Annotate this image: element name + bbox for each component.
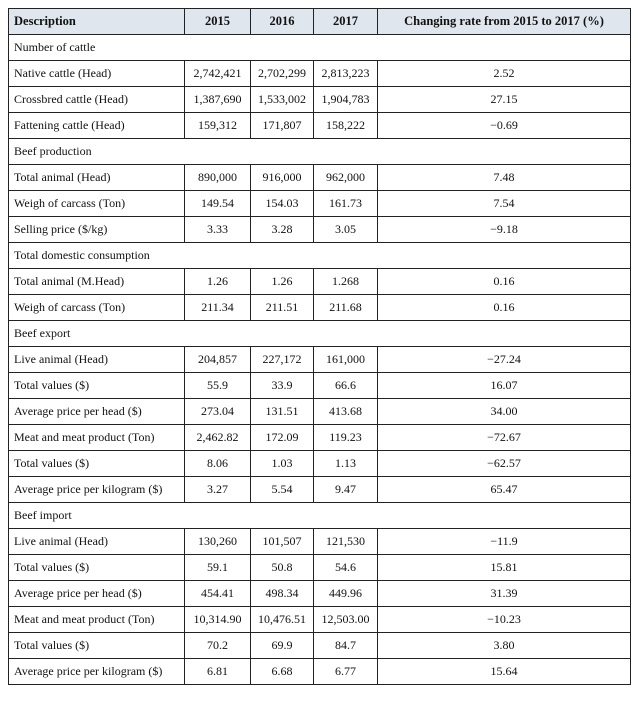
value-2015: 204,857 (185, 347, 251, 373)
value-2016: 33.9 (251, 373, 314, 399)
changing-rate-value: −9.18 (378, 217, 631, 243)
section-title: Number of cattle (9, 35, 631, 61)
value-2015: 2,742,421 (185, 61, 251, 87)
value-2015: 454.41 (185, 581, 251, 607)
value-2017: 6.77 (314, 659, 378, 685)
value-2017: 121,530 (314, 529, 378, 555)
changing-rate-value: 7.54 (378, 191, 631, 217)
value-2016: 5.54 (251, 477, 314, 503)
value-2016: 227,172 (251, 347, 314, 373)
value-2015: 130,260 (185, 529, 251, 555)
value-2017: 9.47 (314, 477, 378, 503)
section-row (9, 243, 631, 269)
changing-rate-value: 2.52 (378, 61, 631, 87)
value-2016: 10,476.51 (251, 607, 314, 633)
value-2016: 498.34 (251, 581, 314, 607)
changing-rate-value: 15.64 (378, 659, 631, 685)
table-row (9, 451, 631, 477)
column-header-2015: 2015 (185, 9, 251, 35)
value-2017: 66.6 (314, 373, 378, 399)
changing-rate-value: −11.9 (378, 529, 631, 555)
table-row (9, 659, 631, 685)
row-description: Crossbred cattle (Head) (9, 87, 185, 113)
value-2016: 6.68 (251, 659, 314, 685)
row-description: Total values ($) (9, 451, 185, 477)
section-row (9, 503, 631, 529)
row-description: Meat and meat product (Ton) (9, 607, 185, 633)
value-2015: 8.06 (185, 451, 251, 477)
value-2015: 2,462.82 (185, 425, 251, 451)
row-description: Average price per kilogram ($) (9, 477, 185, 503)
header-row (9, 9, 631, 35)
changing-rate-value: −72.67 (378, 425, 631, 451)
value-2016: 171,807 (251, 113, 314, 139)
changing-rate-value: 27.15 (378, 87, 631, 113)
value-2017: 413.68 (314, 399, 378, 425)
value-2017: 211.68 (314, 295, 378, 321)
value-2017: 12,503.00 (314, 607, 378, 633)
table-row (9, 217, 631, 243)
table-row (9, 581, 631, 607)
row-description: Average price per head ($) (9, 581, 185, 607)
value-2017: 962,000 (314, 165, 378, 191)
table-row (9, 425, 631, 451)
section-title: Beef production (9, 139, 631, 165)
changing-rate-value: 31.39 (378, 581, 631, 607)
table-row (9, 113, 631, 139)
value-2015: 1.26 (185, 269, 251, 295)
value-2017: 3.05 (314, 217, 378, 243)
table-row (9, 269, 631, 295)
section-title: Beef import (9, 503, 631, 529)
column-header-changing-rate: Changing rate from 2015 to 2017 (%) (378, 9, 631, 35)
changing-rate-value: 0.16 (378, 295, 631, 321)
value-2016: 131.51 (251, 399, 314, 425)
row-description: Meat and meat product (Ton) (9, 425, 185, 451)
value-2017: 2,813,223 (314, 61, 378, 87)
value-2015: 6.81 (185, 659, 251, 685)
value-2016: 69.9 (251, 633, 314, 659)
changing-rate-value: −62.57 (378, 451, 631, 477)
value-2015: 3.33 (185, 217, 251, 243)
value-2015: 70.2 (185, 633, 251, 659)
cattle-beef-table (8, 8, 631, 685)
table-body (9, 35, 631, 685)
table-header (9, 9, 631, 35)
row-description: Total values ($) (9, 555, 185, 581)
value-2015: 149.54 (185, 191, 251, 217)
value-2016: 2,702,299 (251, 61, 314, 87)
table-row (9, 347, 631, 373)
table-row (9, 165, 631, 191)
value-2015: 3.27 (185, 477, 251, 503)
value-2016: 1,533,002 (251, 87, 314, 113)
value-2016: 211.51 (251, 295, 314, 321)
value-2016: 3.28 (251, 217, 314, 243)
value-2015: 273.04 (185, 399, 251, 425)
value-2017: 161,000 (314, 347, 378, 373)
value-2015: 55.9 (185, 373, 251, 399)
value-2017: 84.7 (314, 633, 378, 659)
row-description: Average price per head ($) (9, 399, 185, 425)
value-2015: 211.34 (185, 295, 251, 321)
changing-rate-value: 65.47 (378, 477, 631, 503)
value-2017: 119.23 (314, 425, 378, 451)
changing-rate-value: −27.24 (378, 347, 631, 373)
value-2015: 1,387,690 (185, 87, 251, 113)
value-2016: 50.8 (251, 555, 314, 581)
value-2017: 161.73 (314, 191, 378, 217)
changing-rate-value: 7.48 (378, 165, 631, 191)
changing-rate-value: −10.23 (378, 607, 631, 633)
column-header-description: Description (9, 9, 185, 35)
value-2016: 916,000 (251, 165, 314, 191)
table-row (9, 191, 631, 217)
row-description: Native cattle (Head) (9, 61, 185, 87)
table-row (9, 477, 631, 503)
value-2017: 449.96 (314, 581, 378, 607)
changing-rate-value: 15.81 (378, 555, 631, 581)
changing-rate-value: 16.07 (378, 373, 631, 399)
value-2016: 1.03 (251, 451, 314, 477)
column-header-2016: 2016 (251, 9, 314, 35)
value-2015: 890,000 (185, 165, 251, 191)
row-description: Average price per kilogram ($) (9, 659, 185, 685)
value-2016: 154.03 (251, 191, 314, 217)
table-row (9, 61, 631, 87)
row-description: Total animal (Head) (9, 165, 185, 191)
section-title: Total domestic consumption (9, 243, 631, 269)
row-description: Weigh of carcass (Ton) (9, 191, 185, 217)
value-2015: 59.1 (185, 555, 251, 581)
value-2016: 101,507 (251, 529, 314, 555)
table-row (9, 87, 631, 113)
row-description: Total values ($) (9, 373, 185, 399)
value-2015: 10,314.90 (185, 607, 251, 633)
row-description: Live animal (Head) (9, 529, 185, 555)
section-row (9, 35, 631, 61)
row-description: Weigh of carcass (Ton) (9, 295, 185, 321)
changing-rate-value: −0.69 (378, 113, 631, 139)
changing-rate-value: 34.00 (378, 399, 631, 425)
value-2017: 1,904,783 (314, 87, 378, 113)
row-description: Fattening cattle (Head) (9, 113, 185, 139)
table-row (9, 607, 631, 633)
table-row (9, 373, 631, 399)
table-row (9, 633, 631, 659)
column-header-2017: 2017 (314, 9, 378, 35)
changing-rate-value: 3.80 (378, 633, 631, 659)
value-2017: 1.13 (314, 451, 378, 477)
value-2017: 158,222 (314, 113, 378, 139)
value-2016: 1.26 (251, 269, 314, 295)
table-row (9, 399, 631, 425)
section-title: Beef export (9, 321, 631, 347)
changing-rate-value: 0.16 (378, 269, 631, 295)
row-description: Total animal (M.Head) (9, 269, 185, 295)
value-2017: 1.268 (314, 269, 378, 295)
row-description: Total values ($) (9, 633, 185, 659)
row-description: Live animal (Head) (9, 347, 185, 373)
section-row (9, 139, 631, 165)
table-row (9, 295, 631, 321)
row-description: Selling price ($/kg) (9, 217, 185, 243)
section-row (9, 321, 631, 347)
value-2015: 159,312 (185, 113, 251, 139)
table-row (9, 529, 631, 555)
value-2017: 54.6 (314, 555, 378, 581)
table-row (9, 555, 631, 581)
value-2016: 172.09 (251, 425, 314, 451)
